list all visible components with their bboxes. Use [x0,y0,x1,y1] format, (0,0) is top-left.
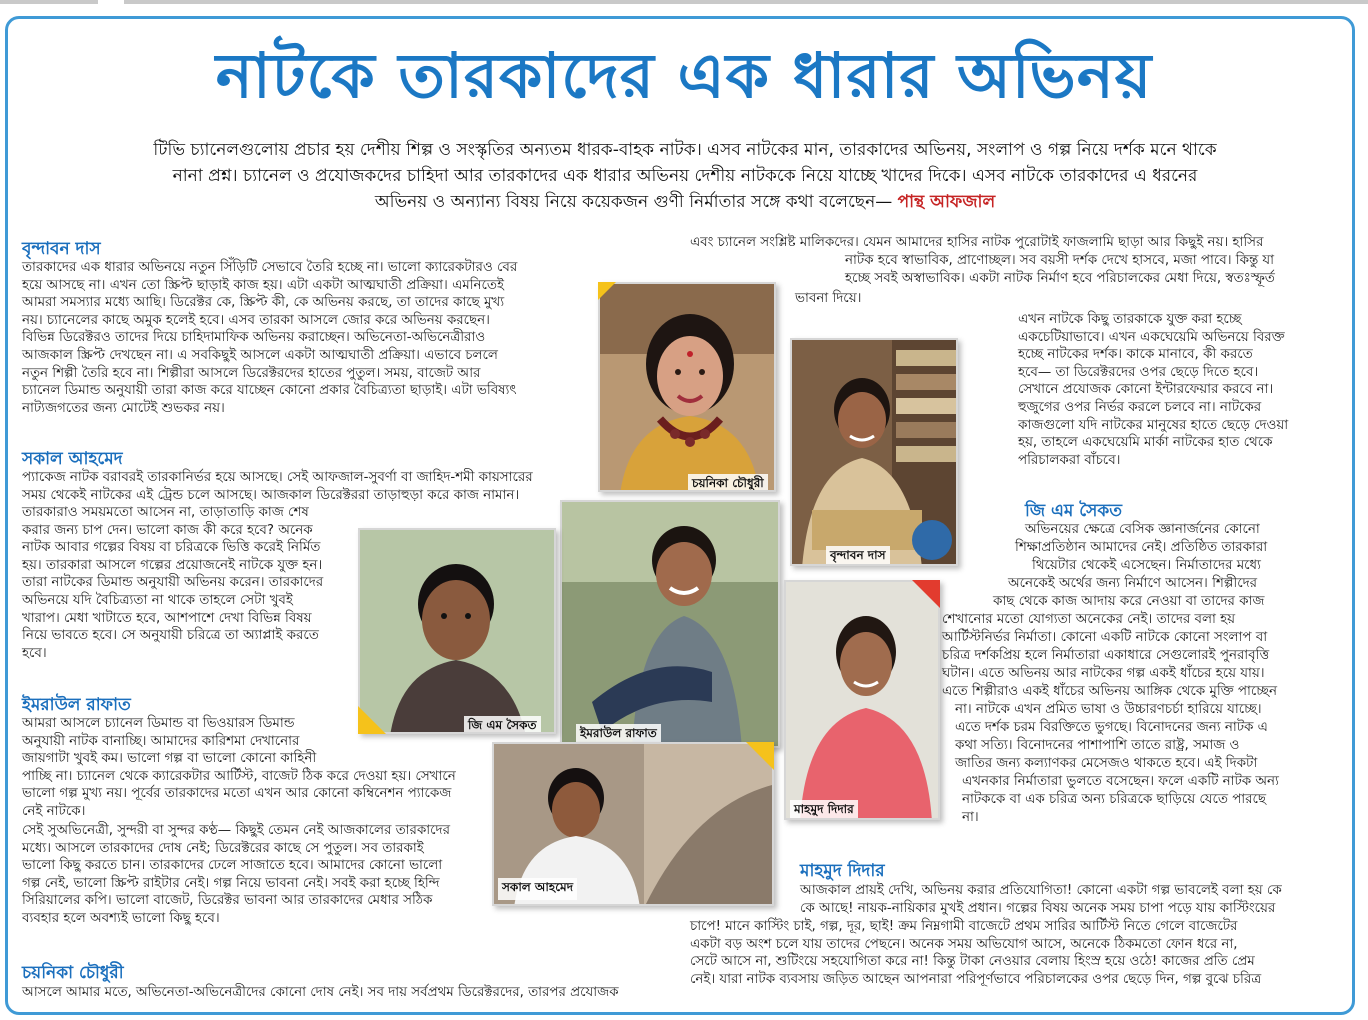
text-line: আমরা আসলে চ্যানেল ডিমান্ড বা ভিওয়ারস ডিমান্ড [22,716,295,731]
gm-line: এখনকার নির্মাতারা ভুলতে বসেছেন। ফলে একটি নাটক অন্য [962,774,1279,789]
gm-line: আর্টিস্টনির্ভর নির্মাতা। কোনো একটি নাটকে কোনো সংলাপ বা [942,630,1268,645]
portrait-illustration [360,530,556,734]
intro-line-text: অভিনয় ও অন্যান্য বিষয় নিয়ে কয়েকজন গুণী নির্মাতার সঙ্গে কথা বলেছেন— [374,192,893,212]
caption-mahmud: মাহমুদ দিদার [790,800,858,820]
corner-accent [912,580,940,608]
top-strip [0,0,1368,6]
photo-sakal [492,742,774,906]
text-line: নেই নাটকে। [22,803,86,819]
gm-line: জাতির জন্য কল্যাণকর মেসেজও থাকতে হবে। এই দিকটা [955,756,1258,771]
text-line: হয়। তারকারা আসলে গল্পের প্রয়োজনেই নাটকে যুক্ত হন। [22,557,323,573]
text-line: চাপে! মানে কাস্টিং চাই, গল্প, দূর, ছাই! ক্রম নিম্নগামী বাজেটে প্রথম সারির আর্টিস্ট নিতে গেলে বাজেটের [690,919,1238,934]
right-top-line-0: এবং চ্যানেল সংশ্লিষ্ট মালিকদের। যেমন আমাদের হাসির নাটক পুরোটাই ফাজলামি ছাড়া আর কিছুই নয়। হাসির [690,235,1264,250]
text-line: আসলে আমার মতে, অভিনেতা-অভিনেত্রীদের কোনো দোষ নেই। সব দায় সর্বপ্রথম ডিরেক্টরদের, তারপর প্রযোজক [22,985,619,1000]
text-line: হবে। [22,645,47,661]
intro [40,137,1330,215]
text-line: গল্প নেই, ভালো স্ক্রিপ্ট রাইটার নেই। গল্প নিয়ে ভাবনা নেই। সবই করা হচ্ছে হিন্দি [22,875,440,891]
text-line: হচ্ছে নাটকের দর্শক। কাকে মানাবে, কী করতে [1018,347,1253,363]
gm-line: থিয়েটার থেকেই এসেছেন। নির্মাতাদের মধ্যে [1032,558,1261,573]
text-line: পরিচালকরা বাঁচবে। [1018,452,1121,468]
gm-line: না। [962,810,979,825]
caption-sakal: সকাল আহমেদ [498,878,577,900]
text-line: নাটক আবার গল্পের বিষয় বা চরিত্রকে ভিত্তি করেই নির্মিত [22,540,321,556]
gm-line: শেখানোর মতো যোগ্যতা অনেকের নেই। তাদের বলা হয় [942,612,1236,627]
portrait-illustration [792,340,958,566]
text-line: অভিনয়ে যদি বৈচিত্র্যতা না থাকে তাহলে সেটা খুবই [22,592,293,608]
text-line: ভালো গল্প মুখ্য নয়। পূর্বের তারকাদের মতো এখন আর কোনো কম্বিনেশন প্যাকেজ [22,786,452,802]
text-line: জায়গাটা খুবই কম। ভালো গল্প বা ভালো কোনো কাহিনী [22,751,317,767]
section-heading-gm: জি এম সৈকত [1025,501,1123,521]
caption-brindaban: বৃন্দাবন দাস [826,546,890,566]
author-name: পান্থ আফজাল [897,192,996,212]
section-body-brindaban [22,259,517,417]
corner-accent [358,706,386,734]
intro-line: নানা প্রশ্ন। চ্যানেল ও প্রযোজকদের চাহিদা আর তারকাদের এক ধারার অভিনয় দেশীয় নাটককে নিয়ে যাচ্ছে খাদের দিকে। এসব নাটকে তারকাদের এ ধরনের [172,166,1198,186]
section-body-sakal-narrow [22,504,323,662]
text-line: মধ্যে। আসলে তারকাদের দোষ নেই; ডিরেক্টরের কাছে সে পুতুল। সব তারকাই [22,840,424,856]
text-line: আজকাল প্রায়ই দেখি, অভিনয় করার প্রতিযোগিতা! কোনো একটা গল্প ভাবলেই বলা হয় কে [800,883,1282,898]
photo-imraul [560,500,780,748]
text-line: হয়, তাহলে একঘেয়েমি মার্কা নাটকের হাত থেকে [1018,435,1273,451]
text-line: একটা বড় অংশ চলে যায় তাদের পেছনে। অনেক সময় অভিযোগ আসে, অনেকে ঠিকমতো ফোন ধরে না, [690,936,1238,952]
text-line: সেটে আসে না, শুটিংয়ে সহযোগিতা করে না! কিন্তু টাকা নেওয়ার বেলায় হিংস্র হয়ে ওঠে! কাজের প্রতি প্রেম [690,954,1255,970]
gm-line: ঘটান। এতে অভিনয় আর নাটকের গল্প একই ধাঁচের হয়ে যায়। [942,666,1265,681]
text-line: সেই সুঅভিনেত্রী, সুন্দরী বা সুন্দর কণ্ঠ— কিছুই তেমন নেই আজকালের তারকাদের [22,823,450,838]
text-line: হুজুগের ওপর নির্ভর করলে চলবে না। নাটকের [1018,399,1262,415]
text-line: একচেটিয়াভাবে। এখন একঘেয়েমি অভিনয়ে বিরক্ত [1018,329,1285,345]
text-line: সিরিয়ালের কপি। ভালো বাজেট, ডিরেক্টর ভাবনা আর তারকাদের মেধার সঠিক [22,893,433,909]
gm-line: শিক্ষাপ্রতিষ্ঠান আমাদের নেই। প্রতিষ্ঠিত তারকারা [1015,540,1268,555]
gm-line: অভিনয়ের ক্ষেত্রে বেসিক জ্ঞানার্জনের কোনো [1025,522,1260,537]
text-line: নয়। চ্যানেলের কাছে অমুক হলেই হবে। এসব তারকা আসলে জোর করে অভিনয় করছেন। [22,312,490,328]
text-line: ব্যবহার হলে অবশ্যই ভালো কিছু হবে। [22,910,220,926]
text-line: তারকারাও সময়মতো আসেন না, তাড়াতাড়ি কাজ শেষ [22,505,309,520]
gm-line: এতে শিল্পীরাও একই ধাঁচের অভিনয় আঙ্গিক থেকে মুক্তি পাচ্ছেন [942,684,1277,699]
section-body-sakal-wide [22,469,533,504]
corner-accent [598,282,616,300]
text-line: নিয়ে ভাবতে হবে। সে অনুযায়ী চরিত্রে তা অ্যাপ্লাই করতে [22,628,319,644]
text-line: খারাপ। মেধা খাটাতে হবে, আশপাশে দেখা বিভিন্ন বিষয় [22,610,312,626]
text-line: তারা নাটকের ডিমান্ড অনুযায়ী অভিনয় করেন। তারকাদের [22,575,324,591]
text-line: করার জন্য চাপ দেন। ভালো কাজ কী করে হবে? অনেক [22,522,313,538]
caption-imraul: ইমরাউল রাফাত [576,724,661,746]
right-top-line-2: হচ্ছে সবই অস্বাভাবিক। একটা নাটক নির্মাণ হবে পরিচালকের মেধা দিয়ে, স্বতঃস্ফূর্ত [845,271,1275,286]
section-body-chayanika [22,984,618,1002]
text-line: তারকাদের এক ধারার অভিনয়ে নতুন সিঁড়িটি সেভাবে তৈরি হচ্ছে না। ভালো ক্যারেকটারও বের [22,260,518,275]
gm-line: এতে দর্শক চরম বিরক্তিতে ভুগছে। বিনোদনের জন্য নাটক এ [955,720,1268,735]
intro-line: টিভি চ্যানেলগুলোয় প্রচার হয় দেশীয় শিল্প ও সংস্কৃতির অন্যতম ধারক-বাহক নাটক। এসব নাটকের মান, তারকাদের অভিনয়, সংলাপ ও গল্প নিয়ে দর্শক মনে থাকে [153,140,1217,160]
text-line: কে আছে! নায়ক-নায়িকার মুখই প্রধান। গল্পের বিষয় অনেক সময় চাপা পড়ে যায় কাস্টিংয়ের [800,900,1276,916]
text-line: আজকাল স্ক্রিপ্ট দেখছেন না। এ সবকিছুই আসলে একটা আত্মঘাতী প্রক্রিয়া। এভাবে চললে [22,347,498,363]
section-body-mahmud-wide [690,918,1261,988]
section-body-imraul-wide [22,822,450,928]
text-line: কাজগুলো যদি নাটকের মানুষের হাতে ছেড়ে দেওয়া [1018,417,1289,433]
section-heading-brindaban: বৃন্দাবন দাস [22,239,101,259]
photo-brindaban [790,338,958,566]
gm-line: না। নাটকে এখন প্রমিত ভাষা ও উচ্চারণচর্চা হারিয়ে যাচ্ছে। [955,702,1262,717]
text-line: এখন নাটকে কিছু তারকাকে যুক্ত করা হচ্ছে [1018,312,1242,327]
text-line: পাচ্ছি না। চ্যানেল থেকে ক্যারেকটার আর্টিস্ট, বাজেট ঠিক করে দেওয়া হয়। সেখানে [22,768,456,784]
text-line: নাট্যজগতের জন্য মোটেই শুভকর নয়। [22,400,225,416]
right-top-line-3: ভাবনা দিয়ে। [795,291,862,306]
text-line: আমরা সমস্যার মধ্যে আছি। ডিরেক্টর কে, স্ক্রিপ্ট কী, কে অভিনয় করছে, তা তাদের কাছে মুখ্য [22,295,505,311]
text-line: নতুন শিল্পী তৈরি হবে না। শিল্পীরা আসলে ডিরেক্টরদের হাতের পুতুল। সময়, বাজেট আর [22,365,481,381]
gm-line: অনেকেই অর্থের জন্য নির্মাণে আসেন। শিল্পীদের [1008,576,1258,591]
text-line: প্যাকেজ নাটক বরাবরই তারকানির্ভর হয়ে আসছে। সেই আফজাল-সুবর্ণা বা জাহিদ-শমী কায়সারের [22,470,533,485]
text-line: চ্যানেল ডিমান্ড অনুযায়ী তারা কাজ করে যাচ্ছেন কোনো প্রকার বৈচিত্র্যতা ছাড়াই। এটা ভবিষ্যৎ [22,383,517,399]
section-heading-sakal: সকাল আহমেদ [22,449,123,469]
caption-gm: জি এম সৈকত [464,716,541,734]
gm-line: কথা সত্যি। বিনোদনের পাশাপাশি তাতে রাষ্ট্র, সমাজ ও [955,738,1240,753]
photo-gm [358,528,556,734]
section-heading-imraul: ইমরাউল রাফাত [22,695,131,715]
photo-mahmud [784,580,940,820]
text-line: ভালো কিছু করতে চান। তারকাদের ঢেলে সাজাতে হবে। আমাদের কোনো ভালো [22,858,443,874]
gm-line: নাটককে বা এক চরিত্র অন্য চরিত্রকে ছাড়িয়ে যেতে পারছে [962,792,1267,807]
text-line: নেই। যারা নাটক ব্যবসায় জড়িত আছেন আপনারা পরিপূর্ণভাবে পরিচালকের ওপর ছেড়ে দিন, গল্প বুঝে চরিত্র [690,971,1262,987]
section-body-mahmud-narrow [800,882,1282,917]
gm-line: চরিত্র দর্শকপ্রিয় হলে নির্মাতারা একাধারে সেগুলোরই পুনরাবৃত্তি [942,648,1270,663]
portrait-illustration [600,284,776,492]
text-line: হবে— তা ডিরেক্টরদের ওপর ছেড়ে দিতে হবে। [1018,364,1259,380]
headline: নাটকে তারকাদের এক ধারার অভিনয় [215,39,1153,112]
text-line: অনুযায়ী নাটক বানাচ্ছি। আমাদের কারিশমা দেখানোর [22,733,300,749]
text-line: সেখানে প্রযোজক কোনো ইন্টারফেয়ার করবে না। [1018,382,1274,398]
section-heading-chayanika: চয়নিকা চৌধুরী [22,963,124,983]
text-line: সময় থেকেই নাটকের এই ট্রেন্ড চলে আসছে। আজকাল ডিরেক্টররা তাড়াহুড়া করে কাজ নামান। [22,487,520,503]
right-top-line-1: নাটক হবে স্বাভাবিক, প্রাণোচ্ছল। সব বয়সী দর্শক দেখে হাসবে, মজা পাবে। কিন্তু যা [845,253,1275,268]
text-line: হয়ে আসছে না। এখন তো স্ক্রিপ্ট ছাড়াই কাজ হয়। এটা একটা আত্মঘাতী প্রক্রিয়া। এমনিতেই [22,277,504,293]
photo-chayanika [598,282,776,492]
right-mid-body [1018,311,1288,469]
caption-chayanika: চয়নিকা চৌধুরী [688,474,768,492]
intro-line [40,189,1330,215]
text-line: বিভিন্ন ডিরেক্টরও তাদের দিয়ে চাহিদামাফিক অভিনয় করাচ্ছেন। অভিনেতা-অভিনেত্রীরাও [22,330,486,346]
section-heading-mahmud: মাহমুদ দিদার [800,861,885,881]
portrait-illustration [786,582,940,820]
gm-line: কাছ থেকে কাজ আদায় করে নেওয়া বা তাদের কাজ [993,594,1265,609]
portrait-illustration [562,502,780,748]
corner-accent [746,742,774,770]
